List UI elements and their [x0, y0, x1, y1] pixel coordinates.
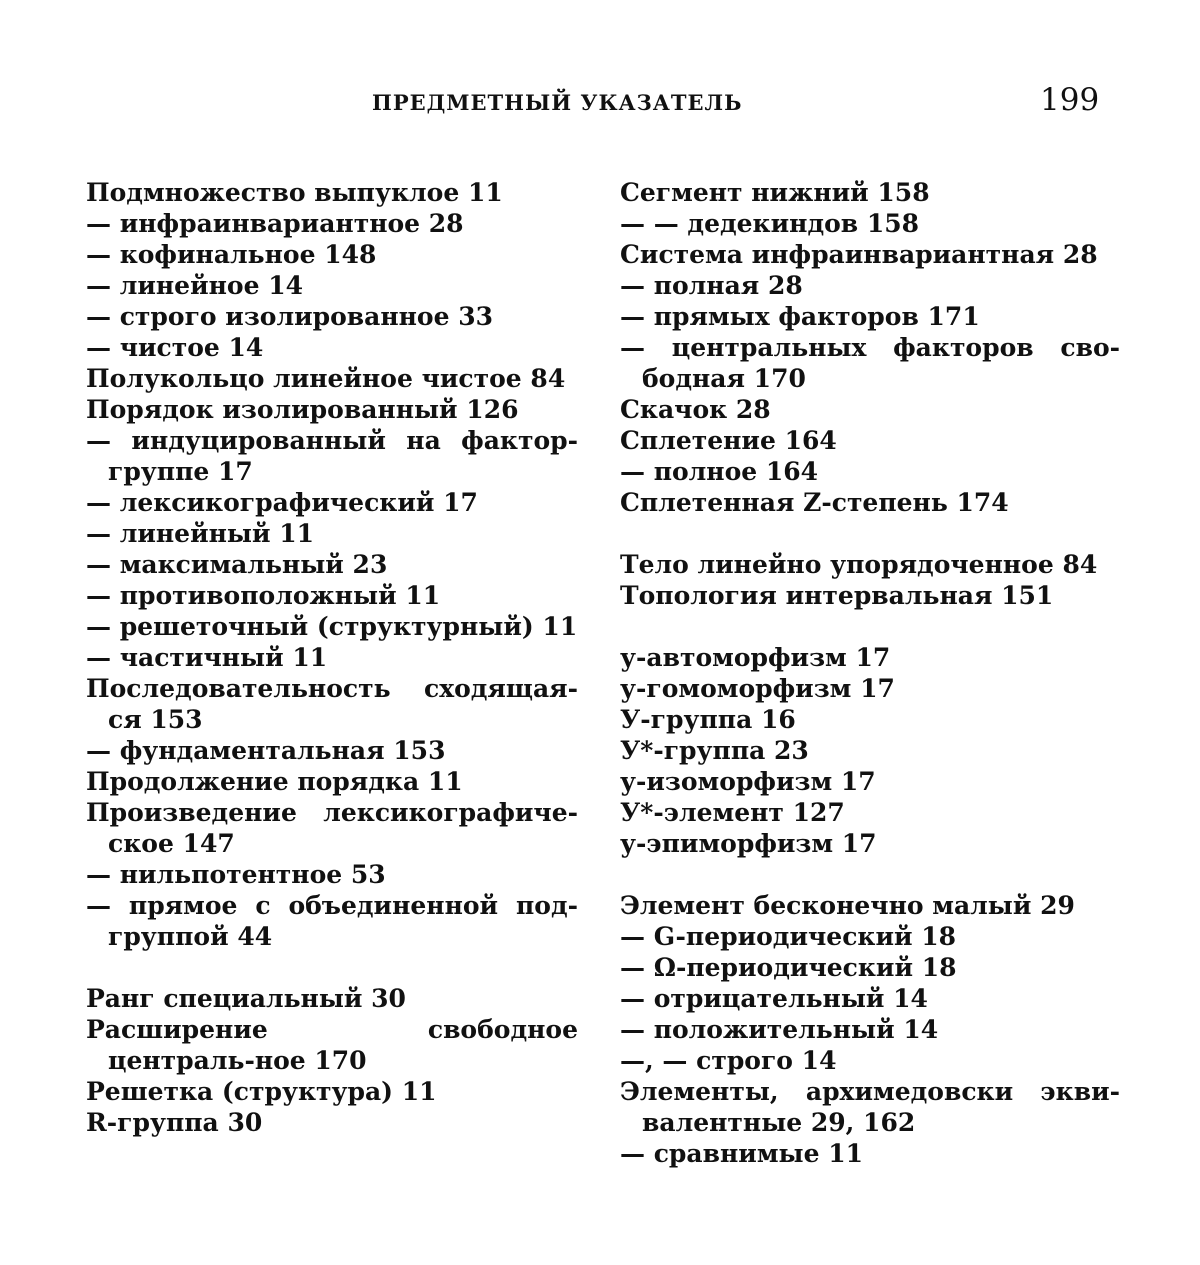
index-column-left [86, 177, 578, 1138]
index-gap [86, 952, 578, 983]
index-subentry: — полная 28 [620, 271, 803, 300]
index-entry: Элемент бесконечно малый 29 [620, 891, 1075, 920]
index-entry: у-автоморфизм 17 [620, 643, 891, 672]
page-number: 199 [1040, 82, 1100, 118]
index-entry: Сегмент нижний 158 [620, 178, 930, 207]
page-header [0, 82, 1200, 132]
index-subentry: — Ω-периодический 18 [620, 953, 957, 982]
index-subentry: —, — строго 14 [620, 1046, 837, 1075]
index-subentry: — индуцированный на фактор-группе 17 [86, 426, 578, 486]
index-entry: Продолжение порядка 11 [86, 767, 463, 796]
index-entry: Тело линейно упорядоченное 84 [620, 550, 1098, 579]
index-subentry: — прямых факторов 171 [620, 302, 980, 331]
index-subentry: — противоположный 11 [86, 581, 441, 610]
index-entry: Последовательность сходящая-ся 153 [86, 674, 578, 734]
index-entry: R-группа 30 [86, 1108, 263, 1137]
index-entry: Система инфраинвариантная 28 [620, 240, 1098, 269]
index-entry: у-изоморфизм 17 [620, 767, 876, 796]
index-subentry: — фундаментальная 153 [86, 736, 446, 765]
running-title: ПРЕДМЕТНЫЙ УКАЗАТЕЛЬ [372, 90, 743, 115]
index-subentry: — инфраинвариантное 28 [86, 209, 464, 238]
index-subentry: — линейный 11 [86, 519, 315, 548]
index-subentry: — центральных факторов сво-бодная 170 [620, 333, 1120, 393]
index-subentry: — строго изолированное 33 [86, 302, 494, 331]
index-subentry: — — дедекиндов 158 [620, 209, 920, 238]
index-entry: У*-группа 23 [620, 736, 809, 765]
index-subentry: — частичный 11 [86, 643, 328, 672]
index-entry: Решетка (структура) 11 [86, 1077, 437, 1106]
index-entry: У-группа 16 [620, 705, 796, 734]
index-gap [620, 611, 1120, 642]
index-subentry: — линейное 14 [86, 271, 303, 300]
index-subentry: — отрицательный 14 [620, 984, 928, 1013]
index-subentry: — нильпотентное 53 [86, 860, 386, 889]
index-entry: У*-элемент 127 [620, 798, 845, 827]
index-subentry: — G-периодический 18 [620, 922, 957, 951]
index-subentry: — лексикографический 17 [86, 488, 478, 517]
index-gap [620, 859, 1120, 890]
index-entry: Топология интервальная 151 [620, 581, 1054, 610]
index-entry: Ранг специальный 30 [86, 984, 406, 1013]
index-entry: Сплетенная Z-степень 174 [620, 488, 1009, 517]
index-subentry: — максимальный 23 [86, 550, 388, 579]
index-subentry: — сравнимые 11 [620, 1139, 863, 1168]
index-column-right [620, 177, 1120, 1169]
index-subentry: — кофинальное 148 [86, 240, 377, 269]
index-subentry: — чистое 14 [86, 333, 264, 362]
index-entry: Подмножество выпуклое 11 [86, 178, 503, 207]
index-entry: Расширение свободное централь-ное 170 [86, 1015, 578, 1075]
index-entry: Элементы, архимедовски экви-валентные 29, 162 [620, 1077, 1120, 1137]
index-gap [620, 518, 1120, 549]
index-entry: у-эпиморфизм 17 [620, 829, 877, 858]
index-entry: Порядок изолированный 126 [86, 395, 519, 424]
index-entry: Произведение лексикографиче-ское 147 [86, 798, 578, 858]
index-entry: Полукольцо линейное чистое 84 [86, 364, 566, 393]
index-subentry: — решеточный (структурный) 11 [86, 612, 578, 641]
index-entry: Скачок 28 [620, 395, 771, 424]
index-subentry: — положительный 14 [620, 1015, 939, 1044]
index-subentry: — прямое с объединенной под-группой 44 [86, 891, 578, 951]
index-entry: Сплетение 164 [620, 426, 837, 455]
index-entry: у-гомоморфизм 17 [620, 674, 895, 703]
index-subentry: — полное 164 [620, 457, 819, 486]
